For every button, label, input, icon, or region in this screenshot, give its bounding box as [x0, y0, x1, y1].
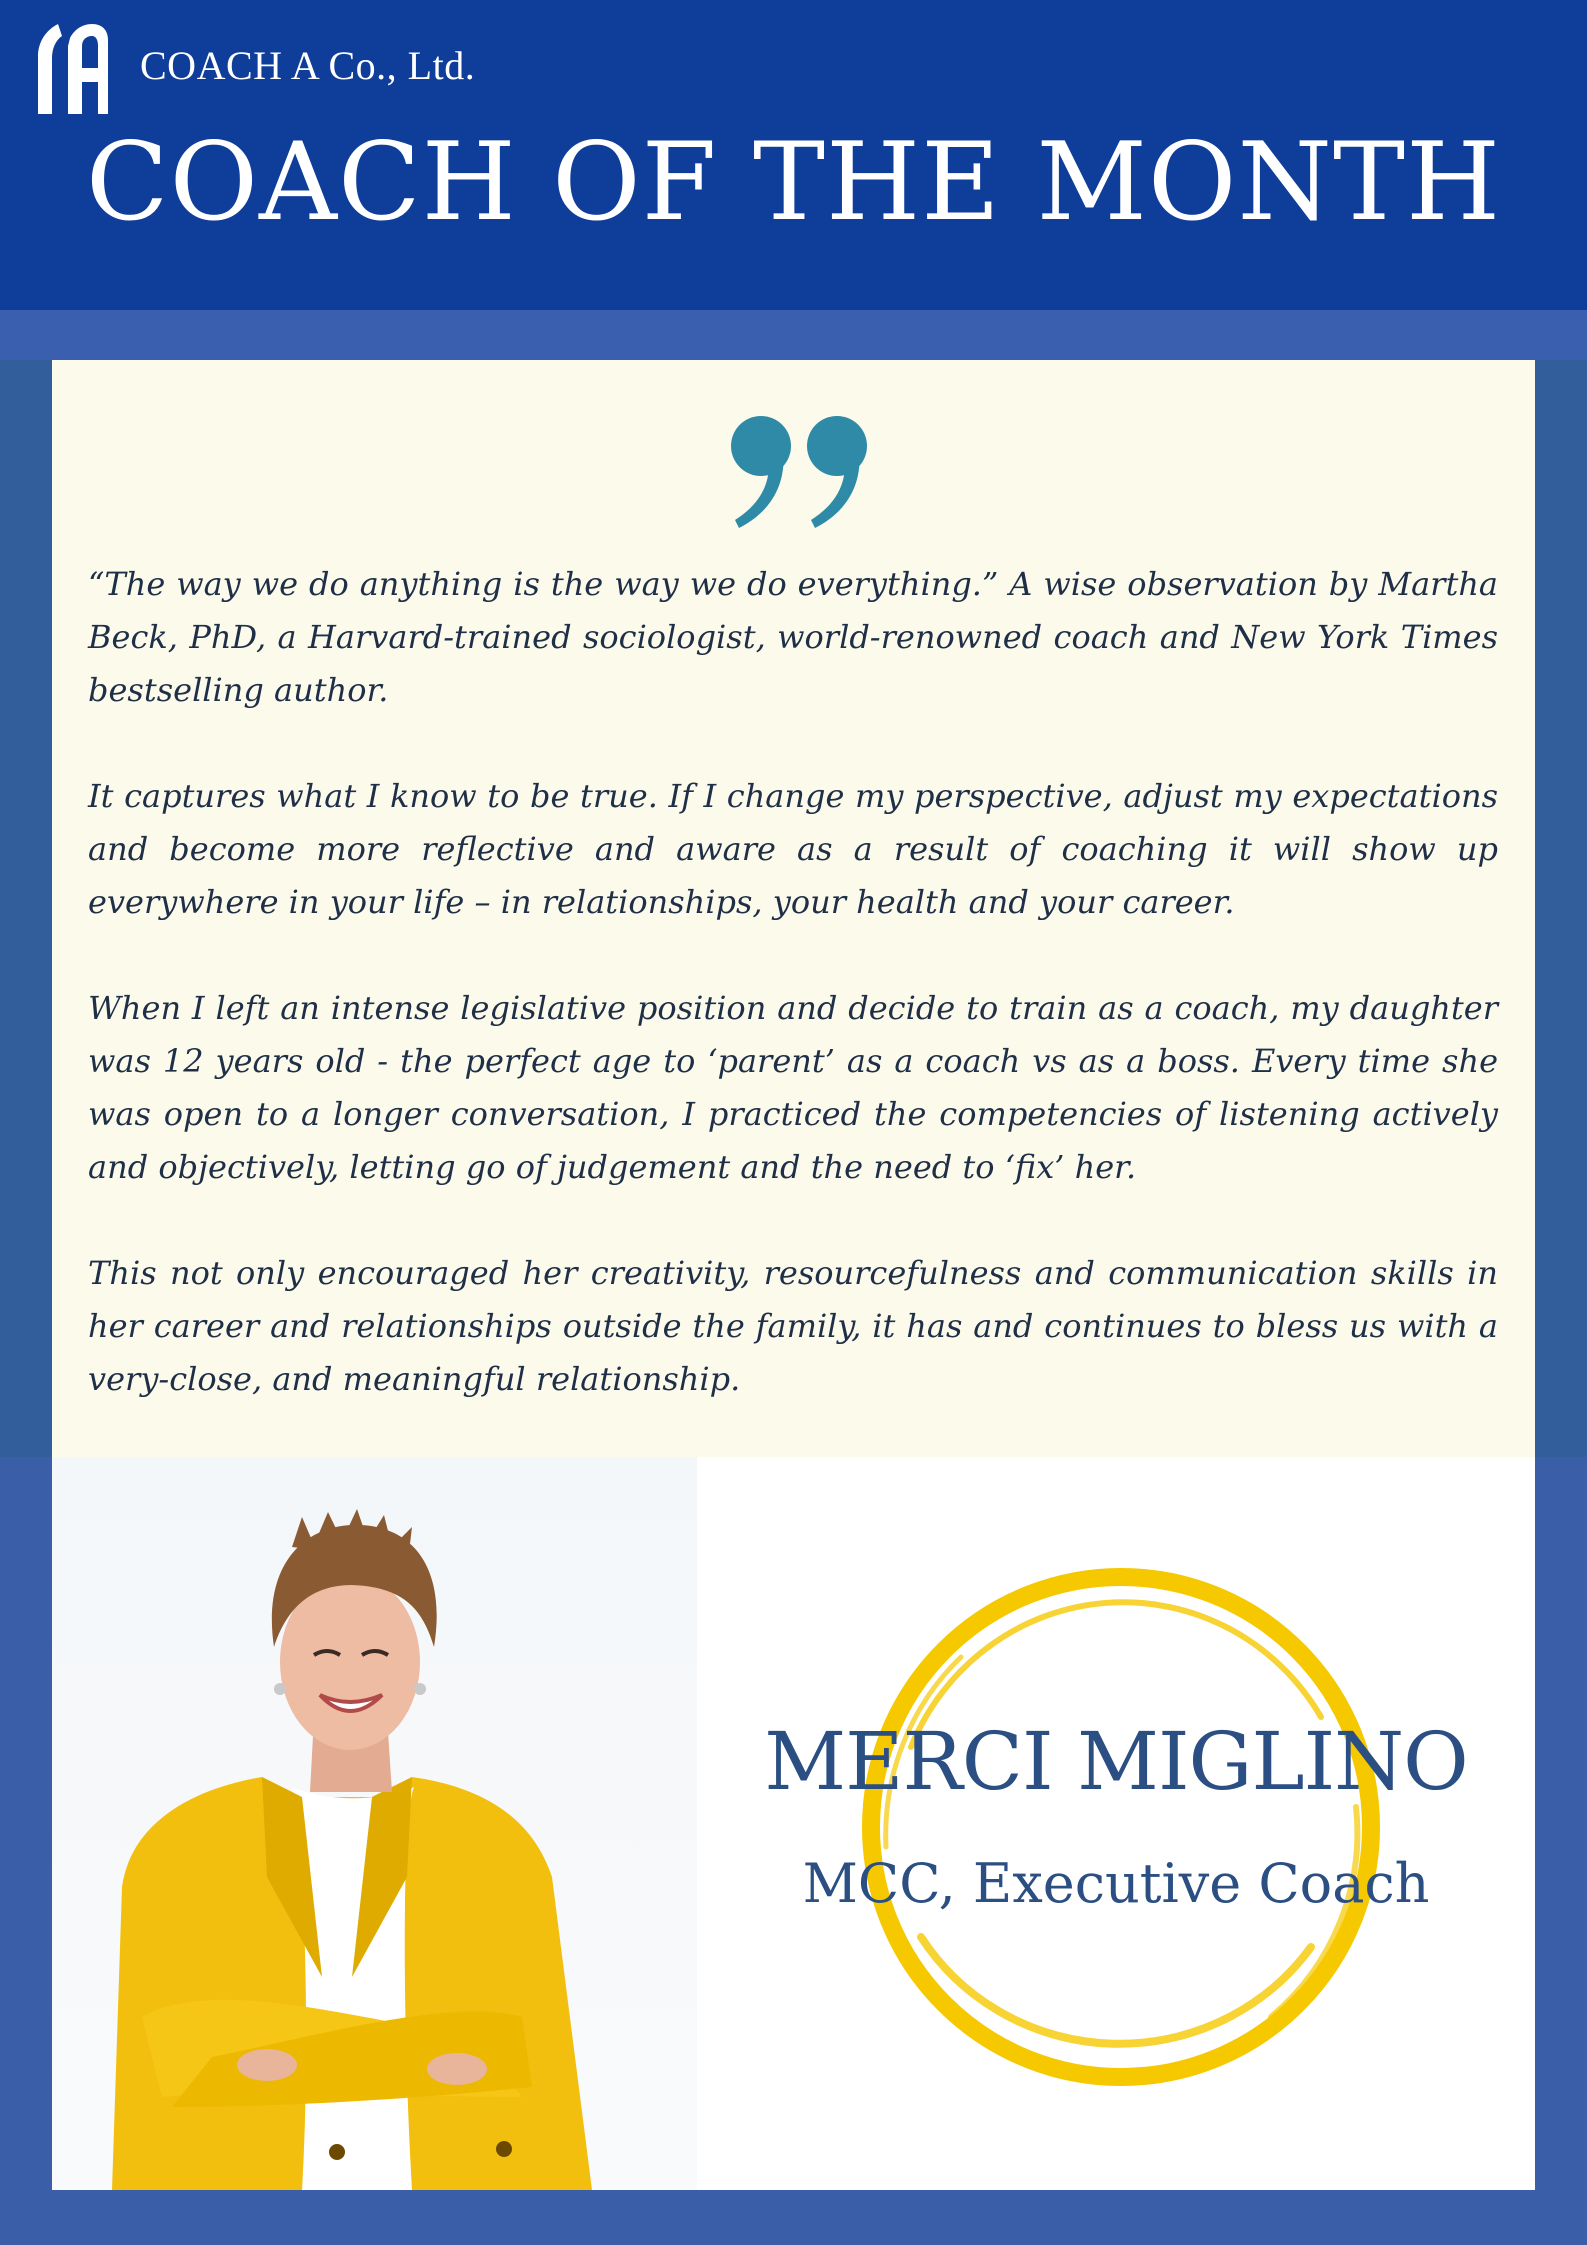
quote-paragraph: It captures what I know to be true. If I change my perspective, adjust my expectations and become more reflective and aware as a result of coaching it will show up everywhere in your life – in relationships, your health and your career. [88, 777, 1498, 921]
header [0, 0, 1587, 310]
quote-text [88, 558, 1498, 1406]
page-title: COACH OF THE MONTH [85, 120, 1502, 245]
quote-paragraph: When I left an intense legislative position and decide to train as a coach, my daughter was 12 years old - the perfect age to ‘parent’ as a coach vs as a boss. Every time she was open to a longer conversation, I practiced the competencies of listening actively and objectively, letting go of judgement and the need to ‘fix’ her. [88, 989, 1498, 1186]
quote-paragraph: “The way we do anything is the way we do everything.” A wise observation by Martha Beck, PhD, a Harvard-trained sociologist, world-renowned coach and New York Times bestselling author. [88, 565, 1498, 709]
coach-title: MCC, Executive Coach [802, 1852, 1430, 1915]
quote-paragraph: This not only encouraged her creativity, resourcefulness and communication skills in her career and relationships outside the family, it has and continues to bless us with a very-close, and meaningful relationship. [88, 1254, 1498, 1398]
company-logo [28, 16, 112, 126]
yellow-ring-icon [841, 1547, 1401, 2107]
portrait-illustration [52, 1457, 697, 2190]
company-name: COACH A Co., Ltd. [140, 43, 476, 88]
coach-photo [52, 1457, 697, 2190]
coach-name: MERCI MIGLINO [764, 1715, 1468, 1808]
divider-band [0, 310, 1587, 360]
name-panel [697, 1457, 1535, 2190]
quote-mark-icon [725, 410, 880, 530]
